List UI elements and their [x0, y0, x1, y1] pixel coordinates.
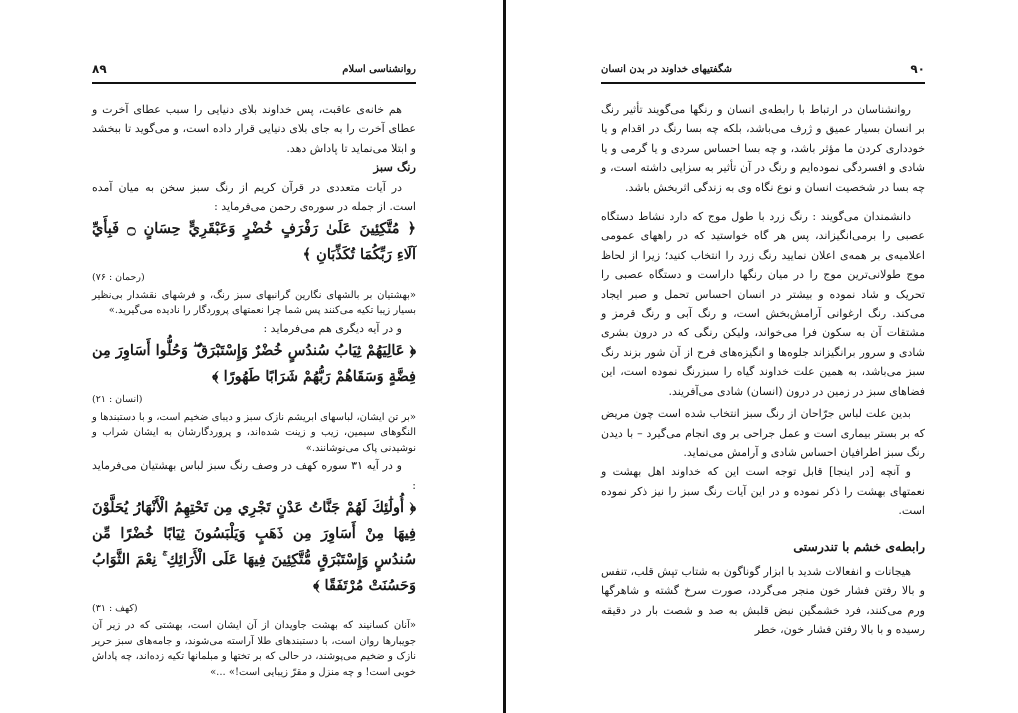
quran-verse: ﴿ أُولَٰئِكَ لَهُمْ جَنَّاتُ عَدْنٍ تَجْرِي مِن تَحْتِهِمُ الْأَنْهَارُ يُحَلَّوْنَ فِيهَا مِنْ أَسَاوِرَ مِن ذَهَبٍ وَيَلْبَسُونَ ثِيَابًا خُضْرًا مِّن سُندُسٍ وَإِسْتَبْرَقٍ مُّتَّكِئِينَ فِيهَا عَلَى الْأَرَائِكِ ۚ نِعْمَ الثَّوَابُ وَحَسُنَتْ مُرْتَفَقًا ﴾: [92, 498, 416, 594]
section-heading-green: رنگ سبز: [373, 160, 416, 175]
right-header-rule: [601, 82, 925, 84]
paragraph: هیجانات و انفعالات شدید با ابزار گوناگون به شتاب تپش قلب، تنفس و بالا رفتن فشار خون منجر می‌گردد، صورت سرخ گشته و شاهرگها ورم می‌کنند، فرد خشمگین نبض قلبش به صد و شصت بار در دقیقه رسیده و با بالا رفتن فشار خون، خطر: [601, 564, 925, 637]
left-page: [0, 0, 503, 713]
paragraph: هم خانه‌ی عاقبت، پس خداوند بلای دنیایی را سبب عطای آخرت و عطای آخرت را به جای بلای دنیایی قرار داده است، و می‌گوید تا ببخشد و ابتلا می‌نماید تا پاداش دهد.: [92, 103, 416, 155]
paragraph: و در آیه ۳۱ سوره کهف در وصف رنگ سبز لباس بهشتیان می‌فرماید :: [92, 459, 416, 492]
section-heading-anger: رابطه‌ی خشم با تندرستی: [793, 538, 925, 554]
quran-verse: ﴿ مُتَّكِئِينَ عَلَىٰ رَفْرَفٍ خُضْرٍ وَعَبْقَرِيٍّ حِسَانٍ ۝ فَبِأَيِّ آلَاءِ رَبِّكُمَا تُكَذِّبَانِ ﴾: [92, 220, 416, 264]
right-page: [506, 0, 1018, 713]
right-page-number: ۹۰: [910, 62, 925, 76]
verse-translation: «بر تن ایشان، لباسهای ابریشم نازک سبز و دیبای ضخیم است، و با دستبندها و النگوهای سیمین، زیب و زینت شده‌اند، و پروردگارشان به ایشان شراب و نوشیدنی پاک می‌نوشانند.»: [92, 411, 416, 454]
left-page-body: [92, 100, 416, 680]
verse-translation: «آنان کسانیند که بهشت جاویدان از آن ایشان است، بهشتی که در زیر آن جویبارها روان است، با دستبندهای طلا آراسته می‌شوند، و جامه‌های سبز حریر نازک و ضخیم می‌پوشند، در حالی که بر تختها و مبلمانها تکیه زده‌اند، چه پاداش خوبی است! و چه منزل و مقرّ زیبایی است!» ...»: [92, 620, 416, 678]
left-page-number: ۸۹: [92, 62, 107, 76]
verse-reference: (انسان : ۲۱): [92, 394, 143, 406]
right-running-header: [601, 62, 925, 78]
left-running-header: [92, 62, 416, 78]
verse-reference: (رحمان : ۷۶): [92, 272, 145, 284]
paragraph: و آنچه [در اینجا] قابل توجه است این که خداوند اهل بهشت و نعمتهای بهشت را ذکر نموده و در این آیات رنگ سبز را نیز ذکر نموده است.: [601, 465, 925, 518]
verse-translation: «بهشتیان بر بالشهای نگارین گرانبهای سبز رنگ، و فرشهای نقشدار بی‌نظیر بسیار زیبا تکیه می‌کنند پس شما چرا نعمتهای پروردگار را نادیده می‌گیرید.»: [92, 289, 416, 317]
right-header-title: شگفتیهای خداوند در بدن انسان: [601, 64, 733, 75]
paragraph: بدین علت لباس جرّاحان از رنگ سبز انتخاب شده است چون مریض که بر بستر بیماری است و عمل جراحی بر وی انجام می‌گیرد – با دیدن رنگ سبز اطرافیان احساس شادی و آرامش می‌نماید.: [601, 407, 925, 459]
quran-verse: ﴿ عَالِيَهُمْ ثِيَابُ سُندُسٍ خُضْرٌ وَإِسْتَبْرَقٌ ۖ وَحُلُّوا أَسَاوِرَ مِن فِضَّةٍ وَسَقَاهُمْ رَبُّهُمْ شَرَابًا طَهُورًا ﴾: [92, 342, 416, 386]
right-page-body: [601, 100, 925, 640]
paragraph: روانشناسان در ارتباط با رابطه‌ی انسان و رنگها می‌گویند تأثیر رنگ بر انسان بسیار عمیق و ژرف می‌باشد، بلکه چه بسا رنگ در اقدام و یا خودداری کردن ما مؤثر باشد، و چه بسا احساس سردی و یا گرمی و یا شادی و افسردگی نموده‌ایم و رنگ در آن تأثیر به سزایی داشته است، و چه بسا در شخصیت انسان و نوع نگاه وی به زندگی اثربخش باشد.: [601, 103, 925, 194]
left-header-rule: [92, 82, 416, 84]
paragraph: در آیات متعددی در قرآن کریم از رنگ سبز سخن به میان آمده است. از جمله در سوره‌ی رحمن می‌فرماید :: [92, 180, 416, 214]
paragraph: و در آیه دیگری هم می‌فرماید :: [263, 321, 402, 335]
verse-reference: (کهف : ۳۱): [92, 602, 138, 614]
left-header-title: روانشناسی اسلام: [342, 64, 416, 75]
paragraph: دانشمندان می‌گویند : رنگ زرد با طول موج که دارد نشاط دستگاه عصبی را برمی‌انگیزاند، پس هر گاه خواستید که در راههای عمومی اعلامیه‌ی بر همه‌ی اعلان نمایید رنگ زرد را انتخاب کنید؛ زیرا از لحاظ موج طولانی‌ترین موج را در میان رنگها داراست و دستگاه عصبی را تحریک و شاد نموده و بیشتر در انسان احساس تحمل و صبر ایجاد می‌کند. رنگ ارغوانی آرامش‌بخش است، و رنگ آبی و رنگ قرمز و مشتقات آن به سکون فرا می‌خواند، ولیکن رنگی که در درون بشری شادی و سرور برانگیزاند جلوه‌ها و انگیزه‌های فرح از آن شور بزند رنگ سبز می‌باشد، به همین علت خداوند گیاه را سبزرنگ نموده است، این فضاهای سبز در زمین در درون (انسان) شادی می‌آفریند.: [601, 210, 925, 398]
